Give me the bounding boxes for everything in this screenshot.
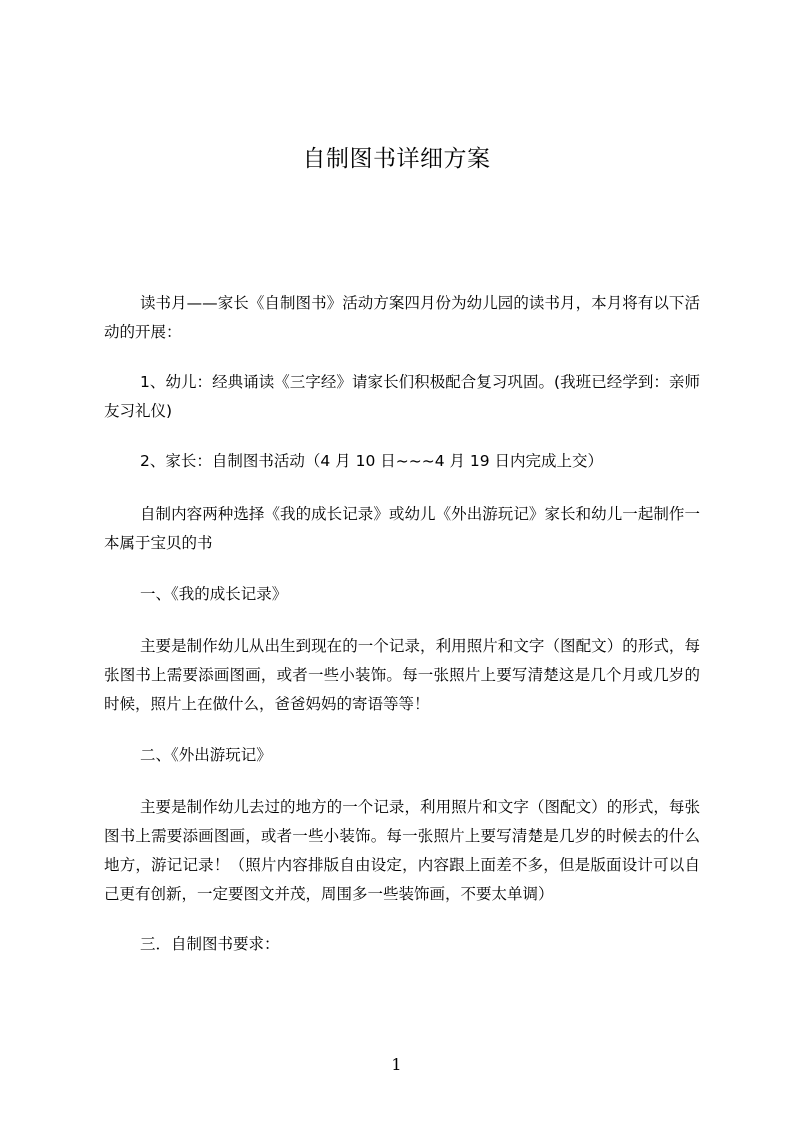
paragraph-travel-record: 主要是制作幼儿去过的地方的一个记录，利用照片和文字（图配文）的形式，每张图书上需要添画图画，或者一些小装饰。每一张照片上要写清楚是几岁的时候去的什么地方，游记记录！（照片内容排版自由设定，内容跟上面差不多，但是版面设计可以自己更有创新，一定要图文并茂，周围多一些装饰画，不要太单调） — [104, 798, 700, 903]
page-number: 1 — [391, 1055, 402, 1074]
paragraph-children-activity: 1、幼儿：经典诵读《三字经》请家长们积极配合复习巩固。(我班已经学到：亲师友习礼仪) — [104, 373, 700, 420]
paragraph-content-choice: 自制内容两种选择《我的成长记录》或幼儿《外出游玩记》家长和幼儿一起制作一本属于宝贝的书 — [104, 505, 700, 552]
paragraph-growth-record: 主要是制作幼儿从出生到现在的一个记录，利用照片和文字（图配文）的形式，每张图书上需要添画图画，或者一些小装饰。每一张照片上要写清楚这是几个月或几岁的时候，照片上在做什么，爸爸妈妈的寄语等等！ — [104, 637, 700, 713]
section-heading-travel-record: 二、《外出游玩记》 — [140, 746, 272, 764]
section-heading-growth-record: 一、《我的成长记录》 — [140, 585, 288, 603]
document-title: 自制图书详细方案 — [302, 146, 491, 172]
paragraph-parent-activity: 2、家长：自制图书活动（4 月 10 日~~~4 月 19 日内完成上交） — [140, 452, 604, 470]
paragraph-intro: 读书月——家长《自制图书》活动方案四月份为幼儿园的读书月，本月将有以下活动的开展： — [104, 294, 700, 341]
section-heading-requirements: 三．自制图书要求： — [140, 935, 280, 953]
